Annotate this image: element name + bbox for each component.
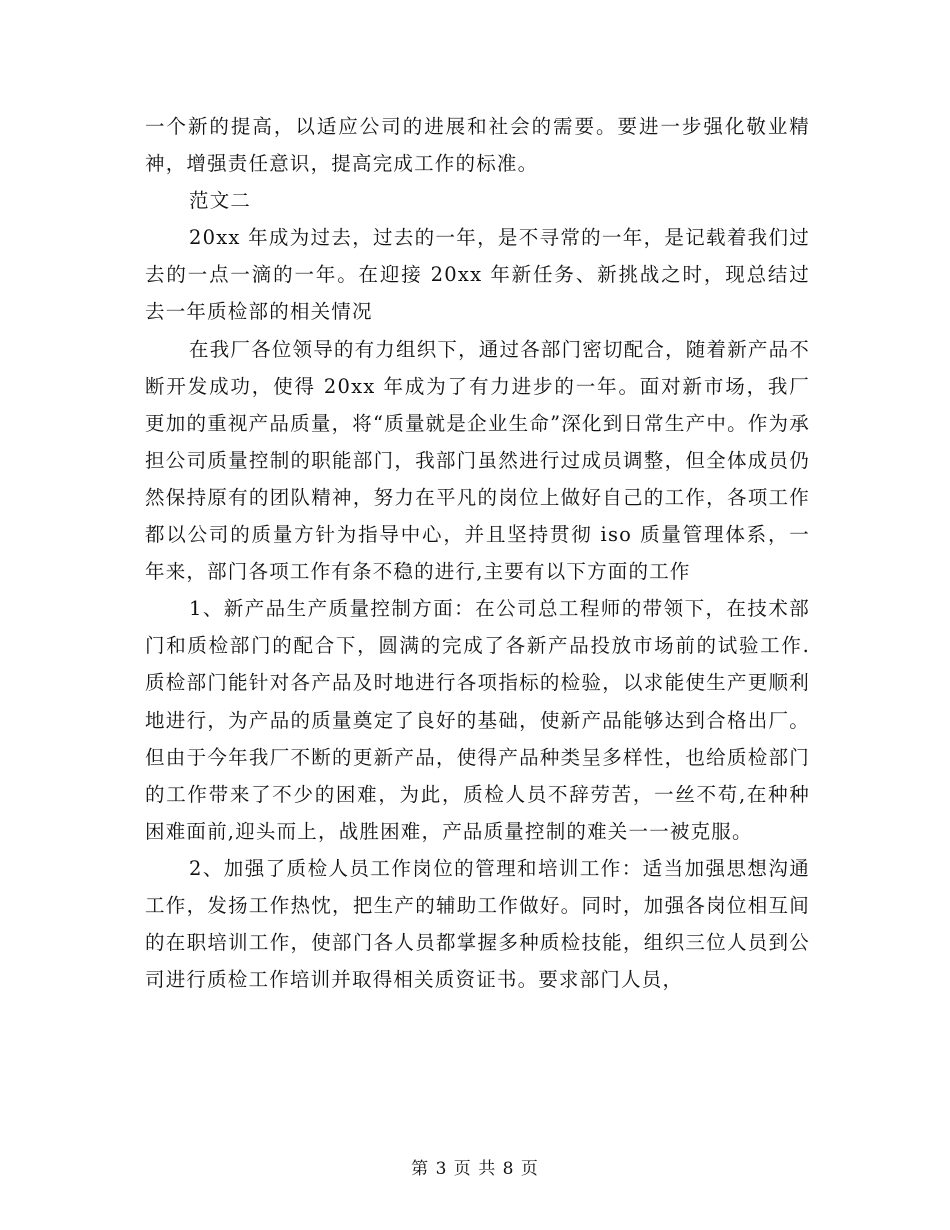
paragraph-item-2: 2、加强了质检人员工作岗位的管理和培训工作：适当加强思想沟通工作，发扬工作热忱，把生产的辅助工作做好。同时，加强各岗位相互间的在职培训工作，使部门各人员都掌握多种质检技能，组织三位人员到公司进行质检工作培训并取得相关质资证书。要求部门人员， (145, 856, 810, 992)
footer-current-page: 3 (435, 1159, 448, 1179)
footer-total-pages: 8 (502, 1159, 515, 1179)
paragraph-continuation: 一个新的提高，以适应公司的进展和社会的需要。要进一步强化敬业精神，增强责任意识，提高完成工作的标准。 (145, 115, 810, 176)
page-footer (0, 1154, 950, 1179)
document-body (145, 108, 810, 998)
footer-total-label: 共 (478, 1159, 497, 1179)
paragraph-intro: 20xx 年成为过去，过去的一年，是不寻常的一年，是记载着我们过去的一点一滴的一年。在迎接 20xx 年新任务、新挑战之时，现总结过去一年质检部的相关情况 (145, 226, 810, 324)
footer-prefix: 第 (411, 1159, 430, 1179)
section-heading-sample-two: 范文二 (189, 189, 252, 213)
paragraph-overview: 在我厂各位领导的有力组织下，通过各部门密切配合，随着新产品不断开发成功，使得 20xx 年成为了有力进步的一年。面对新市场，我厂更加的重视产品质量，将“质量就是企业生命”深化到日常生产中。作为承担公司质量控制的职能部门，我部门虽然进行过成员调整，但全体成员仍然保持原有的团队精神，努力在平凡的岗位上做好自己的工作，各项工作都以公司的质量方针为指导中心，并且坚持贯彻 iso 质量管理体系，一年来，部门各项工作有条不稳的进行,主要有以下方面的工作 (145, 337, 811, 584)
footer-page-label: 页 (453, 1159, 472, 1179)
paragraph-item-1: 1、新产品生产质量控制方面：在公司总工程师的带领下，在技术部门和质检部门的配合下，圆满的完成了各新产品投放市场前的试验工作.质检部门能针对各产品及时地进行各项指标的检验，以求能使生产更顺利地进行，为产品的质量奠定了良好的基础，使新产品能够达到合格出厂。但由于今年我厂不断的更新产品，使得产品种类呈多样性，也给质检部门的工作带来了不少的困难，为此，质检人员不辞劳苦，一丝不苟,在种种困难面前,迎头而上，战胜困难，产品质量控制的难关一一被克服。 (145, 597, 810, 843)
footer-suffix: 页 (520, 1159, 539, 1179)
